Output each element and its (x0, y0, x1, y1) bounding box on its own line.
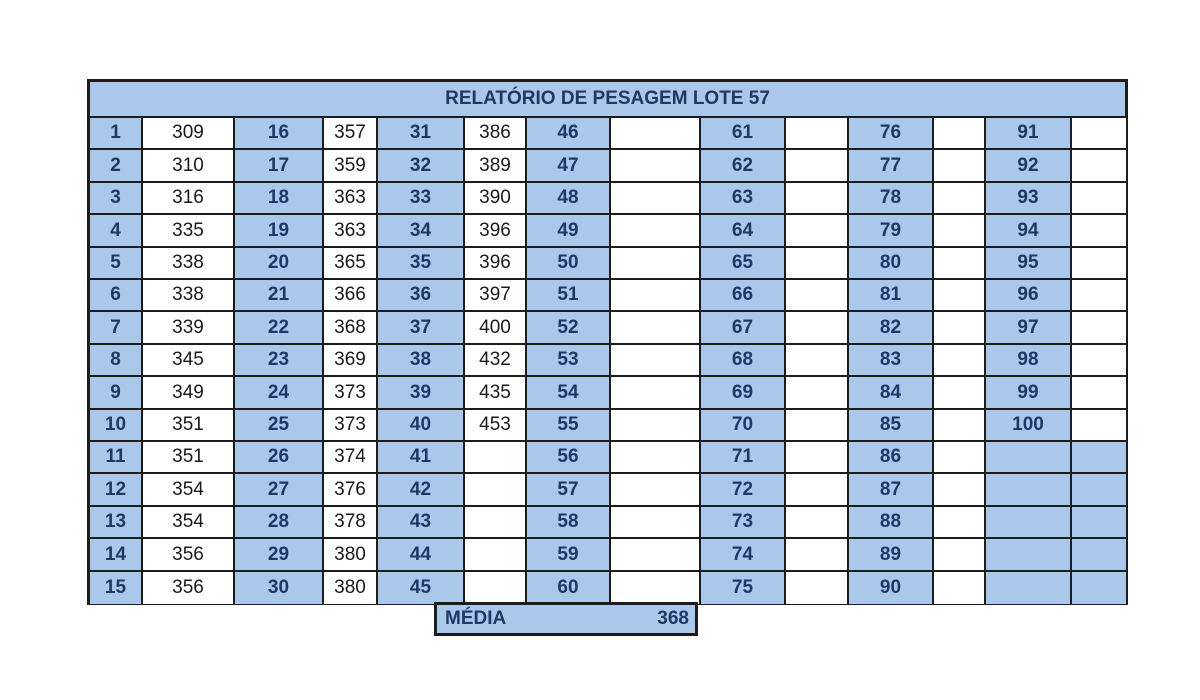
weight-value-cell: 369 (324, 345, 378, 377)
item-number-cell: 94 (986, 215, 1072, 248)
weight-value-cell (934, 183, 986, 215)
item-number-cell: 69 (701, 377, 786, 410)
item-number-cell: 1 (90, 118, 143, 150)
item-number-cell: 93 (986, 183, 1072, 215)
item-number-cell: 26 (235, 442, 324, 474)
item-number-cell: 80 (849, 248, 934, 280)
weight-value-cell (465, 539, 527, 572)
item-number-cell: 43 (378, 507, 465, 539)
weight-value-cell: 354 (143, 507, 235, 539)
weight-value-cell (1072, 215, 1126, 248)
weight-value-cell (786, 183, 849, 215)
weight-value-cell: 389 (465, 150, 527, 183)
item-number-cell (986, 572, 1072, 604)
weight-value-cell: 338 (143, 280, 235, 312)
weight-value-cell (611, 410, 701, 442)
item-number-cell (986, 539, 1072, 572)
item-number-cell: 20 (235, 248, 324, 280)
item-number-cell: 74 (701, 539, 786, 572)
item-number-cell: 22 (235, 312, 324, 345)
item-number-cell: 41 (378, 442, 465, 474)
weight-value-cell (934, 474, 986, 507)
weight-value-cell (786, 474, 849, 507)
item-number-cell: 62 (701, 150, 786, 183)
item-number-cell: 5 (90, 248, 143, 280)
item-number-cell: 7 (90, 312, 143, 345)
weight-value-cell: 351 (143, 442, 235, 474)
item-number-cell: 66 (701, 280, 786, 312)
weight-value-cell (1072, 150, 1126, 183)
weight-value-cell (465, 442, 527, 474)
item-number-cell: 64 (701, 215, 786, 248)
weight-value-cell (786, 345, 849, 377)
item-number-cell: 65 (701, 248, 786, 280)
weight-value-cell (934, 280, 986, 312)
weight-value-cell: 349 (143, 377, 235, 410)
weight-value-cell (611, 572, 701, 604)
weight-value-cell (611, 539, 701, 572)
weight-value-cell (1072, 312, 1126, 345)
weight-value-cell: 363 (324, 183, 378, 215)
weight-value-cell: 357 (324, 118, 378, 150)
weight-value-cell (465, 507, 527, 539)
weight-value-cell: 396 (465, 215, 527, 248)
weight-value-cell (611, 507, 701, 539)
item-number-cell: 89 (849, 539, 934, 572)
item-number-cell: 83 (849, 345, 934, 377)
weight-value-cell (786, 150, 849, 183)
weight-value-cell (786, 118, 849, 150)
weight-value-cell (786, 507, 849, 539)
weight-value-cell: 390 (465, 183, 527, 215)
weight-value-cell (934, 507, 986, 539)
item-number-cell: 4 (90, 215, 143, 248)
weight-value-cell (934, 377, 986, 410)
weight-value-cell (1072, 442, 1126, 474)
item-number-cell: 16 (235, 118, 324, 150)
weight-value-cell (1072, 345, 1126, 377)
weight-value-cell: 432 (465, 345, 527, 377)
item-number-cell: 12 (90, 474, 143, 507)
item-number-cell: 91 (986, 118, 1072, 150)
item-number-cell: 84 (849, 377, 934, 410)
item-number-cell: 60 (527, 572, 611, 604)
weight-value-cell (1072, 507, 1126, 539)
weight-value-cell (611, 474, 701, 507)
weight-value-cell: 359 (324, 150, 378, 183)
weight-value-cell: 374 (324, 442, 378, 474)
weight-value-cell (786, 410, 849, 442)
item-number-cell (986, 474, 1072, 507)
weight-value-cell: 368 (324, 312, 378, 345)
item-number-cell: 19 (235, 215, 324, 248)
item-number-cell: 34 (378, 215, 465, 248)
item-number-cell: 61 (701, 118, 786, 150)
item-number-cell: 32 (378, 150, 465, 183)
item-number-cell: 99 (986, 377, 1072, 410)
weight-value-cell: 354 (143, 474, 235, 507)
weight-value-cell (611, 280, 701, 312)
item-number-cell: 38 (378, 345, 465, 377)
weight-value-cell (611, 248, 701, 280)
item-number-cell: 63 (701, 183, 786, 215)
weight-value-cell: 400 (465, 312, 527, 345)
item-number-cell: 90 (849, 572, 934, 604)
item-number-cell: 73 (701, 507, 786, 539)
weight-value-cell (934, 150, 986, 183)
item-number-cell: 23 (235, 345, 324, 377)
weight-value-cell (611, 312, 701, 345)
item-number-cell: 13 (90, 507, 143, 539)
weight-value-cell (786, 248, 849, 280)
item-number-cell: 85 (849, 410, 934, 442)
weight-value-cell: 373 (324, 410, 378, 442)
weight-value-cell (934, 539, 986, 572)
weight-value-cell (611, 345, 701, 377)
weight-value-cell (1072, 377, 1126, 410)
item-number-cell: 37 (378, 312, 465, 345)
item-number-cell: 67 (701, 312, 786, 345)
weight-value-cell: 373 (324, 377, 378, 410)
weight-value-cell: 380 (324, 572, 378, 604)
item-number-cell: 2 (90, 150, 143, 183)
item-number-cell: 10 (90, 410, 143, 442)
average-value: 368 (657, 608, 689, 629)
item-number-cell: 11 (90, 442, 143, 474)
weight-value-cell (934, 312, 986, 345)
weight-value-cell: 363 (324, 215, 378, 248)
report-title: RELATÓRIO DE PESAGEM LOTE 57 (90, 82, 1125, 118)
weight-value-cell (786, 442, 849, 474)
weight-value-cell: 356 (143, 572, 235, 604)
average-label: MÉDIA (445, 608, 507, 629)
item-number-cell: 88 (849, 507, 934, 539)
item-number-cell: 72 (701, 474, 786, 507)
item-number-cell: 55 (527, 410, 611, 442)
item-number-cell: 48 (527, 183, 611, 215)
weight-value-cell: 380 (324, 539, 378, 572)
item-number-cell: 78 (849, 183, 934, 215)
item-number-cell: 50 (527, 248, 611, 280)
weight-value-cell: 309 (143, 118, 235, 150)
item-number-cell: 8 (90, 345, 143, 377)
weight-value-cell: 453 (465, 410, 527, 442)
weight-value-cell (465, 474, 527, 507)
item-number-cell: 59 (527, 539, 611, 572)
weight-value-cell (934, 248, 986, 280)
item-number-cell: 71 (701, 442, 786, 474)
weight-value-cell (934, 572, 986, 604)
item-number-cell: 77 (849, 150, 934, 183)
item-number-cell: 96 (986, 280, 1072, 312)
weight-value-cell: 366 (324, 280, 378, 312)
weight-value-cell (1072, 280, 1126, 312)
weight-value-cell (611, 377, 701, 410)
weight-value-cell (786, 312, 849, 345)
weight-value-cell: 338 (143, 248, 235, 280)
item-number-cell: 56 (527, 442, 611, 474)
item-number-cell: 21 (235, 280, 324, 312)
item-number-cell: 6 (90, 280, 143, 312)
item-number-cell: 51 (527, 280, 611, 312)
weight-value-cell: 435 (465, 377, 527, 410)
item-number-cell: 68 (701, 345, 786, 377)
item-number-cell: 17 (235, 150, 324, 183)
weight-value-cell: 356 (143, 539, 235, 572)
weight-value-cell (786, 572, 849, 604)
weight-value-cell (786, 539, 849, 572)
weight-value-cell (786, 280, 849, 312)
weight-value-cell (611, 215, 701, 248)
item-number-cell: 58 (527, 507, 611, 539)
item-number-cell: 42 (378, 474, 465, 507)
weight-value-cell (1072, 248, 1126, 280)
weight-value-cell (934, 410, 986, 442)
item-number-cell: 70 (701, 410, 786, 442)
item-number-cell: 44 (378, 539, 465, 572)
item-number-cell: 81 (849, 280, 934, 312)
item-number-cell: 35 (378, 248, 465, 280)
item-number-cell: 28 (235, 507, 324, 539)
item-number-cell: 45 (378, 572, 465, 604)
item-number-cell: 39 (378, 377, 465, 410)
item-number-cell: 47 (527, 150, 611, 183)
item-number-cell: 27 (235, 474, 324, 507)
weight-value-cell: 345 (143, 345, 235, 377)
weight-value-cell (611, 118, 701, 150)
item-number-cell: 82 (849, 312, 934, 345)
weight-value-cell (1072, 410, 1126, 442)
item-number-cell (986, 507, 1072, 539)
item-number-cell: 3 (90, 183, 143, 215)
weighing-report-table (87, 79, 1128, 605)
weight-value-cell: 316 (143, 183, 235, 215)
item-number-cell: 15 (90, 572, 143, 604)
weight-value-cell: 386 (465, 118, 527, 150)
item-number-cell: 76 (849, 118, 934, 150)
weight-value-cell (465, 572, 527, 604)
weight-value-cell: 396 (465, 248, 527, 280)
item-number-cell: 95 (986, 248, 1072, 280)
weight-value-cell: 339 (143, 312, 235, 345)
weight-value-cell: 351 (143, 410, 235, 442)
weight-value-cell (934, 118, 986, 150)
weight-value-cell (611, 183, 701, 215)
item-number-cell: 14 (90, 539, 143, 572)
weight-value-cell: 378 (324, 507, 378, 539)
item-number-cell: 36 (378, 280, 465, 312)
item-number-cell: 9 (90, 377, 143, 410)
weight-value-cell (1072, 118, 1126, 150)
weight-value-cell: 365 (324, 248, 378, 280)
item-number-cell (986, 442, 1072, 474)
item-number-cell: 86 (849, 442, 934, 474)
weight-value-cell (934, 345, 986, 377)
item-number-cell: 100 (986, 410, 1072, 442)
item-number-cell: 87 (849, 474, 934, 507)
weight-value-cell (786, 215, 849, 248)
item-number-cell: 24 (235, 377, 324, 410)
item-number-cell: 49 (527, 215, 611, 248)
item-number-cell: 25 (235, 410, 324, 442)
weight-value-cell (1072, 183, 1126, 215)
weight-value-cell (611, 442, 701, 474)
item-number-cell: 46 (527, 118, 611, 150)
weight-value-cell (1072, 539, 1126, 572)
item-number-cell: 30 (235, 572, 324, 604)
item-number-cell: 79 (849, 215, 934, 248)
weighing-grid (90, 118, 1125, 602)
weight-value-cell (786, 377, 849, 410)
weight-value-cell (934, 215, 986, 248)
item-number-cell: 54 (527, 377, 611, 410)
item-number-cell: 98 (986, 345, 1072, 377)
weight-value-cell: 397 (465, 280, 527, 312)
item-number-cell: 92 (986, 150, 1072, 183)
item-number-cell: 57 (527, 474, 611, 507)
item-number-cell: 40 (378, 410, 465, 442)
item-number-cell: 53 (527, 345, 611, 377)
weight-value-cell: 335 (143, 215, 235, 248)
item-number-cell: 29 (235, 539, 324, 572)
item-number-cell: 75 (701, 572, 786, 604)
item-number-cell: 97 (986, 312, 1072, 345)
item-number-cell: 33 (378, 183, 465, 215)
average-box (434, 602, 698, 636)
item-number-cell: 31 (378, 118, 465, 150)
item-number-cell: 18 (235, 183, 324, 215)
weight-value-cell: 376 (324, 474, 378, 507)
item-number-cell: 52 (527, 312, 611, 345)
weight-value-cell (611, 150, 701, 183)
weight-value-cell (1072, 474, 1126, 507)
weight-value-cell (934, 442, 986, 474)
weight-value-cell: 310 (143, 150, 235, 183)
weight-value-cell (1072, 572, 1126, 604)
